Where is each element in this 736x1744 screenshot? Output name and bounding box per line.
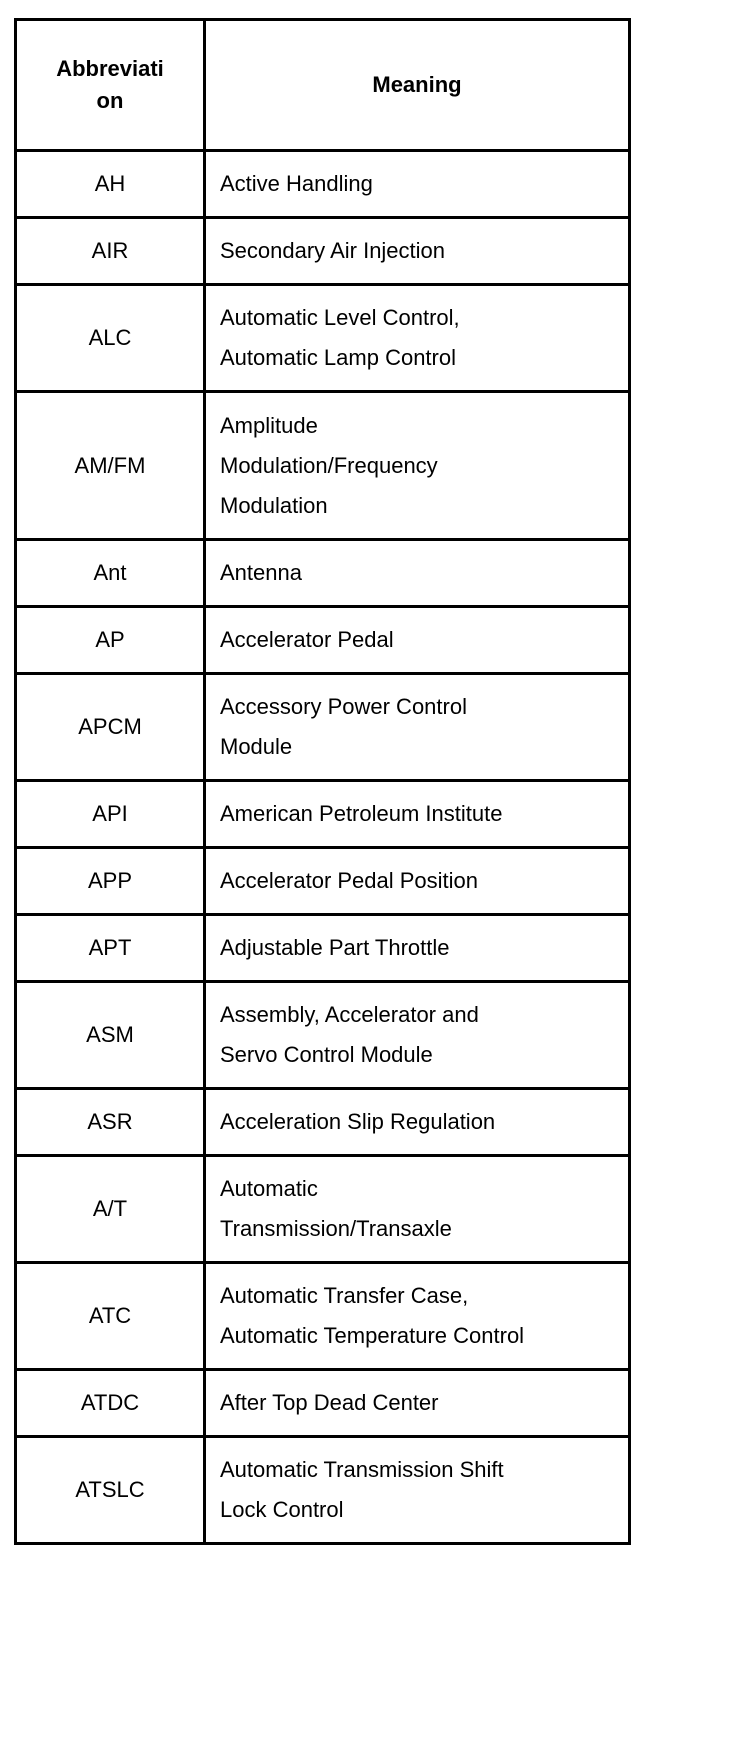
abbreviation-cell: APT <box>16 915 205 982</box>
meaning-cell <box>205 674 630 781</box>
table-row <box>16 1156 630 1263</box>
meaning-line: Automatic Transmission Shift <box>220 1457 504 1482</box>
meaning-cell <box>205 982 630 1089</box>
abbreviation-cell: API <box>16 781 205 848</box>
abbreviation-cell: ATSLC <box>16 1437 205 1544</box>
abbreviation-cell: ASR <box>16 1089 205 1156</box>
meaning-cell <box>205 1089 630 1156</box>
abbreviation-header-line2: on <box>96 88 124 113</box>
table-row <box>16 674 630 781</box>
table-row <box>16 218 630 285</box>
meaning-line: American Petroleum Institute <box>220 801 503 826</box>
meaning-line: Accelerator Pedal <box>220 627 394 652</box>
meaning-line: Accessory Power Control <box>220 694 467 719</box>
table-row <box>16 540 630 607</box>
meaning-line: Module <box>220 734 293 759</box>
meaning-cell <box>205 1156 630 1263</box>
abbreviation-cell: A/T <box>16 1156 205 1263</box>
meaning-cell <box>205 151 630 218</box>
table-row <box>16 982 630 1089</box>
meaning-line: Modulation <box>220 492 328 518</box>
meaning-cell <box>205 848 630 915</box>
meaning-cell <box>205 1263 630 1370</box>
table-body <box>16 151 630 1544</box>
table-row <box>16 1089 630 1156</box>
meaning-cell <box>205 218 630 285</box>
meaning-line: Adjustable Part Throttle <box>220 935 450 960</box>
abbreviation-header-line1: Abbreviati <box>56 56 164 81</box>
meaning-cell <box>205 607 630 674</box>
meaning-line: Automatic Level Control, <box>220 305 460 330</box>
meaning-line: Automatic Lamp Control <box>220 345 456 370</box>
meaning-line: Automatic Temperature Control <box>220 1323 525 1348</box>
table-row <box>16 1263 630 1370</box>
meaning-cell <box>205 540 630 607</box>
abbreviation-table <box>14 18 631 1545</box>
table-row <box>16 1437 630 1544</box>
meaning-line: Modulation/Frequency <box>220 452 438 478</box>
table-row <box>16 915 630 982</box>
abbreviation-cell: Ant <box>16 540 205 607</box>
meaning-cell <box>205 915 630 982</box>
meaning-cell <box>205 1437 630 1544</box>
abbreviation-cell: ATDC <box>16 1370 205 1437</box>
table-header-row <box>16 20 630 151</box>
meaning-cell <box>205 392 630 540</box>
abbreviation-cell: AIR <box>16 218 205 285</box>
meaning-cell <box>205 1370 630 1437</box>
abbreviation-cell: ATC <box>16 1263 205 1370</box>
table-row <box>16 392 630 540</box>
abbreviation-cell: AP <box>16 607 205 674</box>
table-row <box>16 151 630 218</box>
abbreviation-cell: ALC <box>16 285 205 392</box>
meaning-line: Secondary Air Injection <box>220 238 446 263</box>
abbreviation-cell: AM/FM <box>16 392 205 540</box>
table-row <box>16 285 630 392</box>
table-row <box>16 1370 630 1437</box>
abbreviation-column-header <box>16 20 205 151</box>
meaning-column-header: Meaning <box>205 20 630 151</box>
meaning-line: Automatic Transfer Case, <box>220 1283 469 1308</box>
meaning-cell <box>205 285 630 392</box>
abbreviation-cell: APP <box>16 848 205 915</box>
meaning-line: Active Handling <box>220 171 373 196</box>
abbreviation-cell: AH <box>16 151 205 218</box>
meaning-line: Acceleration Slip Regulation <box>220 1109 496 1134</box>
meaning-line: After Top Dead Center <box>220 1390 439 1415</box>
meaning-cell <box>205 781 630 848</box>
table-row <box>16 848 630 915</box>
meaning-line: Lock Control <box>220 1497 344 1522</box>
meaning-line: Transmission/Transaxle <box>220 1216 452 1241</box>
meaning-line: Servo Control Module <box>220 1042 433 1067</box>
meaning-line: Antenna <box>220 560 302 585</box>
abbreviation-cell: ASM <box>16 982 205 1089</box>
meaning-line: Accelerator Pedal Position <box>220 868 479 893</box>
table-row <box>16 607 630 674</box>
abbreviation-cell: APCM <box>16 674 205 781</box>
meaning-line: Amplitude <box>220 412 318 438</box>
table-row <box>16 781 630 848</box>
meaning-line: Assembly, Accelerator and <box>220 1002 479 1027</box>
meaning-line: Automatic <box>220 1176 318 1201</box>
